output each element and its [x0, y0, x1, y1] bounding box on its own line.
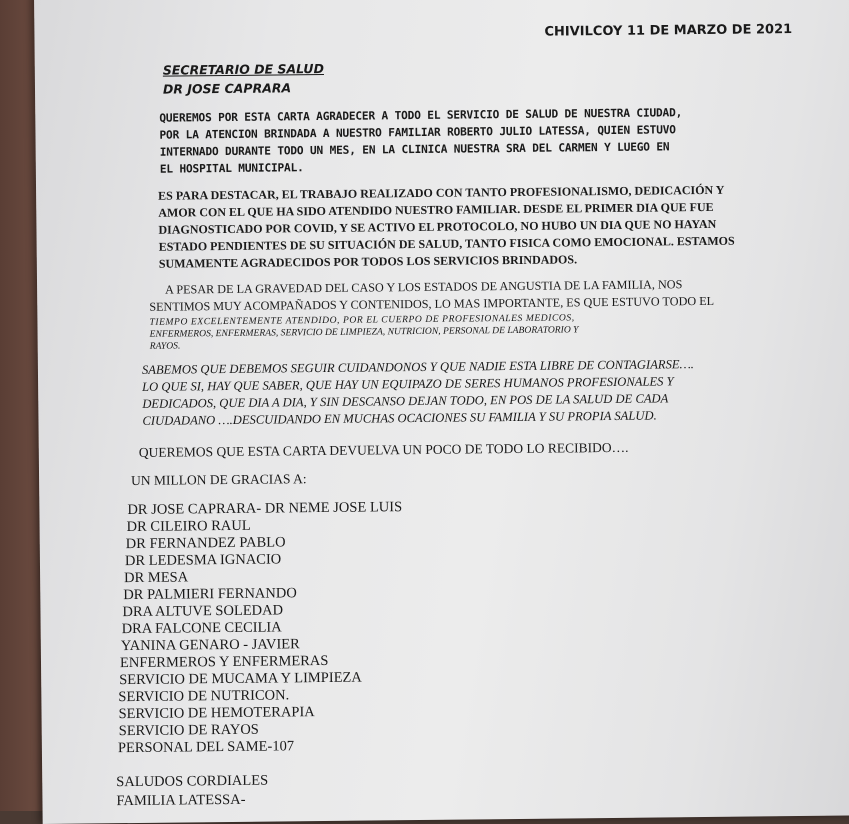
closing-intro: QUEREMOS QUE ESTA CARTA DEVUELVA UN POCO DE TODO LO RECIBIDO….: [138, 439, 629, 460]
paragraph1-line: QUEREMOS POR ESTA CARTA AGRADECER A TODO EL SERVICIO DE SALUD DE NUESTRA CIUDAD,: [159, 106, 683, 125]
addressee-name: DR JOSE CAPRARA: [162, 80, 292, 97]
thanks-list-item: DR JOSE CAPRARA- DR NEME JOSE LUIS: [127, 499, 403, 519]
paragraph4-line: LO QUE SI, HAY QUE SABER, QUE HAY UN EQUIPAZO DE SERES HUMANOS PROFESIONALES Y: [142, 374, 674, 394]
thanks-list-item: YANINA GENARO - JAVIER: [120, 636, 300, 655]
letter-page: [34, 0, 849, 824]
paragraph2-line: ES PARA DESTACAR, EL TRABAJO REALIZADO CON TANTO PROFESIONALISMO, DEDICACIÓN Y: [158, 182, 725, 203]
thanks-list-item: DR PALMIERI FERNANDO: [123, 585, 297, 604]
thanks-list-item: PERSONAL DEL SAME-107: [117, 738, 295, 757]
paragraph2-line: DIAGNOSTICADO POR COVID, Y SE ACTIVO EL PROTOCOLO, NO HUBO UN DIA QUE NO HAYAN: [158, 216, 717, 237]
thanks-list-item: DR CILEIRO RAUL: [126, 517, 251, 536]
thanks-list-item: DR MESA: [124, 569, 189, 587]
thanks-heading: UN MILLON DE GRACIAS A:: [131, 471, 307, 489]
paragraph3-line: TIEMPO EXCELENTEMENTE ATENDIDO, POR EL CUERPO DE PROFESIONALES MEDICOS,: [149, 312, 575, 328]
date-line: CHIVILCOY 11 DE MARZO DE 2021: [544, 22, 793, 40]
thanks-list-item: ENFERMEROS Y ENFERMERAS: [119, 652, 329, 672]
signoff-greeting: SALUDOS CORDIALES: [116, 772, 269, 791]
signoff-signature: FAMILIA LATESSA-: [116, 791, 246, 810]
thanks-list-item: DRA FALCONE CECILIA: [121, 619, 282, 638]
thanks-list-item: DRA ALTUVE SOLEDAD: [122, 602, 284, 621]
paragraph1-line: POR LA ATENCION BRINDADA A NUESTRO FAMILIAR ROBERTO JULIO LATESSA, QUIEN ESTUVO: [159, 123, 676, 142]
addressee-title: SECRETARIO DE SALUD: [162, 60, 324, 78]
thanks-list-item: DR LEDESMA IGNACIO: [124, 551, 282, 570]
paragraph1-line: EL HOSPITAL MUNICIPAL.: [159, 161, 304, 176]
paragraph4-line: CIUDADANO ….DESCUIDANDO EN MUCHAS OCACIONES SU FAMILIA Y SU PROPIA SALUD.: [142, 408, 657, 428]
thanks-list-item: SERVICIO DE RAYOS: [118, 721, 259, 740]
paragraph2-line: AMOR CON EL QUE HA SIDO ATENDIDO NUESTRO FAMILIAR. DESDE EL PRIMER DIA QUE FUE: [158, 199, 714, 220]
thanks-list-item: SERVICIO DE MUCAMA Y LIMPIEZA: [119, 669, 362, 689]
paragraph4-line: SABEMOS QUE DEBEMOS SEGUIR CUIDANDONOS Y QUE NADIE ESTA LIBRE DE CONTAGIARSE….: [141, 357, 694, 377]
paragraph3-line: SENTIMOS MUY ACOMPAÑADOS Y CONTENIDOS, LO MAS IMPORTANTE, ES QUE ESTUVO TODO EL: [149, 293, 715, 314]
paragraph4-line: DEDICADOS, QUE DIA A DIA, Y SIN DESCANSO DEJAN TODO, EN POS DE LA SALUD DE CADA: [142, 391, 669, 411]
thanks-list-item: DR FERNANDEZ PABLO: [125, 534, 286, 553]
paragraph3-line: RAYOS.: [149, 340, 181, 352]
thanks-list-item: SERVICIO DE NUTRICON.: [118, 687, 290, 706]
paragraph1-line: INTERNADO DURANTE TODO UN MES, EN LA CLINICA NUESTRA SRA DEL CARMEN Y LUEGO EN: [159, 140, 670, 159]
paragraph3-line: A PESAR DE LA GRAVEDAD DEL CASO Y LOS ESTADOS DE ANGUSTIA DE LA FAMILIA, NOS: [165, 277, 683, 297]
paragraph3-line: ENFERMEROS, ENFERMERAS, SERVICIO DE LIMPIEZA, NUTRICION, PERSONAL DE LABORATORIO Y: [149, 324, 579, 340]
paragraph2-line: ESTADO PENDIENTES DE SU SITUACIÓN DE SALUD, TANTO FISICA COMO EMOCIONAL. ESTAMOS: [158, 233, 735, 254]
paragraph2-line: SUMAMENTE AGRADECIDOS POR TODOS LOS SERVICIOS BRINDADOS.: [158, 252, 578, 271]
thanks-list-item: SERVICIO DE HEMOTERAPIA: [118, 704, 315, 723]
